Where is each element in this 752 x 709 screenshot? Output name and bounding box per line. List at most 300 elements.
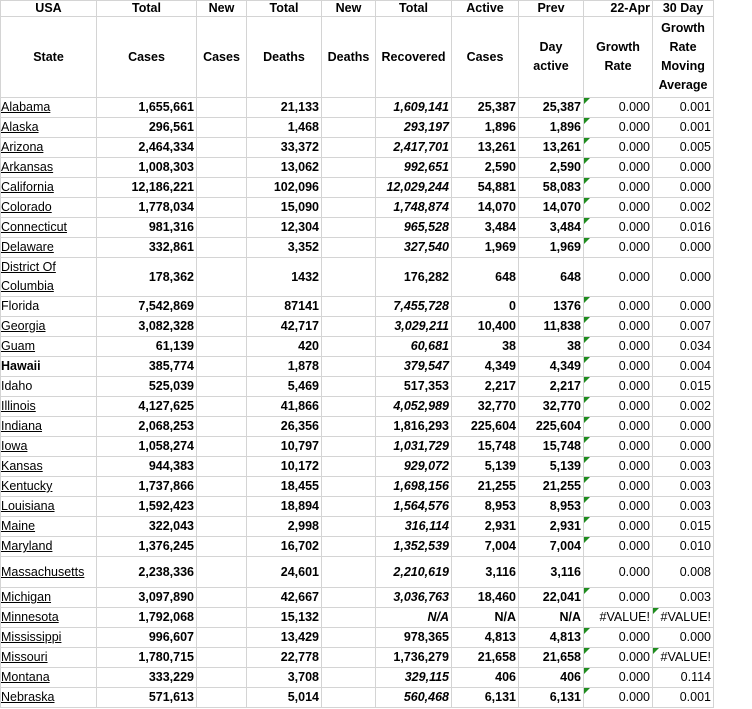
- active-cases-cell[interactable]: 10,400: [452, 317, 519, 337]
- growth-rate-cell[interactable]: 0.000: [584, 357, 653, 377]
- total-cases-cell[interactable]: 2,068,253: [97, 417, 197, 437]
- total-cases-cell[interactable]: 12,186,221: [97, 178, 197, 198]
- prev-day-active-cell[interactable]: 15,748: [519, 437, 584, 457]
- total-deaths-cell[interactable]: 420: [247, 337, 322, 357]
- recovered-cell[interactable]: 60,681: [376, 337, 452, 357]
- new-deaths-cell[interactable]: [322, 198, 376, 218]
- new-deaths-cell[interactable]: [322, 417, 376, 437]
- total-deaths-cell[interactable]: 22,778: [247, 648, 322, 668]
- new-cases-cell[interactable]: [197, 688, 247, 708]
- prev-day-active-cell[interactable]: 4,349: [519, 357, 584, 377]
- new-cases-cell[interactable]: [197, 238, 247, 258]
- moving-average-cell[interactable]: 0.000: [653, 628, 714, 648]
- new-deaths-cell[interactable]: [322, 238, 376, 258]
- new-deaths-cell[interactable]: [322, 628, 376, 648]
- total-cases-cell[interactable]: 1,592,423: [97, 497, 197, 517]
- recovered-cell[interactable]: 329,115: [376, 668, 452, 688]
- total-deaths-cell[interactable]: 1,878: [247, 357, 322, 377]
- recovered-cell[interactable]: 929,072: [376, 457, 452, 477]
- prev-day-active-cell[interactable]: 6,131: [519, 688, 584, 708]
- total-deaths-cell[interactable]: 18,894: [247, 497, 322, 517]
- growth-rate-cell[interactable]: 0.000: [584, 477, 653, 497]
- recovered-cell[interactable]: 3,029,211: [376, 317, 452, 337]
- growth-rate-cell[interactable]: 0.000: [584, 138, 653, 158]
- active-cases-cell[interactable]: 8,953: [452, 497, 519, 517]
- header-cell[interactable]: USA: [1, 1, 97, 17]
- total-cases-cell[interactable]: 3,097,890: [97, 588, 197, 608]
- total-deaths-cell[interactable]: 3,352: [247, 238, 322, 258]
- state-cell[interactable]: Arizona: [1, 138, 97, 158]
- new-deaths-cell[interactable]: [322, 377, 376, 397]
- total-deaths-cell[interactable]: 5,469: [247, 377, 322, 397]
- header-cell[interactable]: 30 Day: [653, 1, 714, 17]
- total-cases-cell[interactable]: 981,316: [97, 218, 197, 238]
- moving-average-cell[interactable]: 0.003: [653, 477, 714, 497]
- active-cases-cell[interactable]: 54,881: [452, 178, 519, 198]
- growth-rate-cell[interactable]: 0.000: [584, 457, 653, 477]
- moving-average-cell[interactable]: 0.001: [653, 98, 714, 118]
- recovered-cell[interactable]: 992,651: [376, 158, 452, 178]
- recovered-cell[interactable]: 379,547: [376, 357, 452, 377]
- new-deaths-cell[interactable]: [322, 608, 376, 628]
- state-cell[interactable]: Kansas: [1, 457, 97, 477]
- state-cell[interactable]: Massachusetts: [1, 557, 97, 588]
- total-deaths-cell[interactable]: 42,717: [247, 317, 322, 337]
- total-cases-cell[interactable]: 1,008,303: [97, 158, 197, 178]
- state-cell[interactable]: Idaho: [1, 377, 97, 397]
- total-cases-cell[interactable]: 3,082,328: [97, 317, 197, 337]
- total-cases-cell[interactable]: 1,655,661: [97, 98, 197, 118]
- state-cell[interactable]: Connecticut: [1, 218, 97, 238]
- active-cases-cell[interactable]: 18,460: [452, 588, 519, 608]
- total-deaths-cell[interactable]: 1432: [247, 258, 322, 297]
- growth-rate-cell[interactable]: 0.000: [584, 557, 653, 588]
- total-cases-cell[interactable]: 7,542,869: [97, 297, 197, 317]
- new-cases-cell[interactable]: [197, 297, 247, 317]
- recovered-cell[interactable]: 560,468: [376, 688, 452, 708]
- total-cases-cell[interactable]: 1,737,866: [97, 477, 197, 497]
- active-cases-cell[interactable]: 5,139: [452, 457, 519, 477]
- new-deaths-cell[interactable]: [322, 517, 376, 537]
- total-deaths-cell[interactable]: 10,172: [247, 457, 322, 477]
- new-cases-cell[interactable]: [197, 608, 247, 628]
- growth-rate-cell[interactable]: 0.000: [584, 158, 653, 178]
- total-cases-cell[interactable]: 996,607: [97, 628, 197, 648]
- new-deaths-cell[interactable]: [322, 668, 376, 688]
- total-cases-cell[interactable]: 2,238,336: [97, 557, 197, 588]
- header-cell[interactable]: 22-Apr: [584, 1, 653, 17]
- moving-average-cell[interactable]: 0.003: [653, 457, 714, 477]
- new-deaths-cell[interactable]: [322, 437, 376, 457]
- active-cases-cell[interactable]: 648: [452, 258, 519, 297]
- state-cell[interactable]: Indiana: [1, 417, 97, 437]
- active-cases-cell[interactable]: 7,004: [452, 537, 519, 557]
- prev-day-active-cell[interactable]: 648: [519, 258, 584, 297]
- moving-average-cell[interactable]: 0.000: [653, 238, 714, 258]
- new-cases-cell[interactable]: [197, 138, 247, 158]
- growth-rate-cell[interactable]: 0.000: [584, 537, 653, 557]
- new-cases-cell[interactable]: [197, 118, 247, 138]
- recovered-cell[interactable]: 1,748,874: [376, 198, 452, 218]
- moving-average-cell[interactable]: 0.001: [653, 118, 714, 138]
- recovered-cell[interactable]: 2,210,619: [376, 557, 452, 588]
- header-cell[interactable]: Cases: [197, 17, 247, 98]
- active-cases-cell[interactable]: 3,116: [452, 557, 519, 588]
- recovered-cell[interactable]: 1,352,539: [376, 537, 452, 557]
- header-cell[interactable]: Deaths: [322, 17, 376, 98]
- moving-average-cell[interactable]: 0.010: [653, 537, 714, 557]
- moving-average-cell[interactable]: 0.002: [653, 397, 714, 417]
- moving-average-cell[interactable]: 0.015: [653, 517, 714, 537]
- active-cases-cell[interactable]: 225,604: [452, 417, 519, 437]
- growth-rate-cell[interactable]: 0.000: [584, 218, 653, 238]
- total-cases-cell[interactable]: 1,376,245: [97, 537, 197, 557]
- total-cases-cell[interactable]: 525,039: [97, 377, 197, 397]
- header-cell[interactable]: Cases: [97, 17, 197, 98]
- new-cases-cell[interactable]: [197, 218, 247, 238]
- growth-rate-cell[interactable]: 0.000: [584, 198, 653, 218]
- new-cases-cell[interactable]: [197, 317, 247, 337]
- total-deaths-cell[interactable]: 13,062: [247, 158, 322, 178]
- recovered-cell[interactable]: 978,365: [376, 628, 452, 648]
- growth-rate-cell[interactable]: 0.000: [584, 588, 653, 608]
- recovered-cell[interactable]: 3,036,763: [376, 588, 452, 608]
- total-cases-cell[interactable]: 296,561: [97, 118, 197, 138]
- recovered-cell[interactable]: 1,816,293: [376, 417, 452, 437]
- total-cases-cell[interactable]: 2,464,334: [97, 138, 197, 158]
- growth-rate-cell[interactable]: 0.000: [584, 297, 653, 317]
- state-cell[interactable]: Louisiana: [1, 497, 97, 517]
- state-cell[interactable]: Florida: [1, 297, 97, 317]
- new-cases-cell[interactable]: [197, 457, 247, 477]
- state-cell[interactable]: Colorado: [1, 198, 97, 218]
- recovered-cell[interactable]: 7,455,728: [376, 297, 452, 317]
- total-cases-cell[interactable]: 1,792,068: [97, 608, 197, 628]
- growth-rate-cell[interactable]: 0.000: [584, 417, 653, 437]
- new-cases-cell[interactable]: [197, 557, 247, 588]
- new-deaths-cell[interactable]: [322, 178, 376, 198]
- state-cell[interactable]: Mississippi: [1, 628, 97, 648]
- active-cases-cell[interactable]: 1,896: [452, 118, 519, 138]
- growth-rate-cell[interactable]: 0.000: [584, 258, 653, 297]
- total-cases-cell[interactable]: 61,139: [97, 337, 197, 357]
- new-cases-cell[interactable]: [197, 497, 247, 517]
- prev-day-active-cell[interactable]: 1,896: [519, 118, 584, 138]
- total-deaths-cell[interactable]: 42,667: [247, 588, 322, 608]
- new-deaths-cell[interactable]: [322, 297, 376, 317]
- new-deaths-cell[interactable]: [322, 317, 376, 337]
- active-cases-cell[interactable]: 2,590: [452, 158, 519, 178]
- moving-average-cell[interactable]: 0.007: [653, 317, 714, 337]
- moving-average-cell[interactable]: 0.005: [653, 138, 714, 158]
- prev-day-active-cell[interactable]: 14,070: [519, 198, 584, 218]
- growth-rate-cell[interactable]: 0.000: [584, 337, 653, 357]
- state-cell[interactable]: Hawaii: [1, 357, 97, 377]
- new-deaths-cell[interactable]: [322, 477, 376, 497]
- new-cases-cell[interactable]: [197, 417, 247, 437]
- recovered-cell[interactable]: 1,698,156: [376, 477, 452, 497]
- new-deaths-cell[interactable]: [322, 557, 376, 588]
- recovered-cell[interactable]: 1,031,729: [376, 437, 452, 457]
- new-cases-cell[interactable]: [197, 437, 247, 457]
- state-cell[interactable]: Delaware: [1, 238, 97, 258]
- recovered-cell[interactable]: 965,528: [376, 218, 452, 238]
- new-deaths-cell[interactable]: [322, 337, 376, 357]
- total-deaths-cell[interactable]: 87141: [247, 297, 322, 317]
- header-cell[interactable]: Active: [452, 1, 519, 17]
- prev-day-active-cell[interactable]: 2,590: [519, 158, 584, 178]
- active-cases-cell[interactable]: 4,813: [452, 628, 519, 648]
- header-cell[interactable]: New: [197, 1, 247, 17]
- new-deaths-cell[interactable]: [322, 457, 376, 477]
- total-deaths-cell[interactable]: 10,797: [247, 437, 322, 457]
- total-deaths-cell[interactable]: 33,372: [247, 138, 322, 158]
- active-cases-cell[interactable]: 38: [452, 337, 519, 357]
- total-deaths-cell[interactable]: 41,866: [247, 397, 322, 417]
- total-cases-cell[interactable]: 333,229: [97, 668, 197, 688]
- active-cases-cell[interactable]: 15,748: [452, 437, 519, 457]
- moving-average-cell[interactable]: 0.034: [653, 337, 714, 357]
- prev-day-active-cell[interactable]: 3,484: [519, 218, 584, 238]
- state-cell[interactable]: Arkansas: [1, 158, 97, 178]
- prev-day-active-cell[interactable]: 58,083: [519, 178, 584, 198]
- prev-day-active-cell[interactable]: 4,813: [519, 628, 584, 648]
- new-cases-cell[interactable]: [197, 628, 247, 648]
- growth-rate-cell[interactable]: 0.000: [584, 377, 653, 397]
- prev-day-active-cell[interactable]: 7,004: [519, 537, 584, 557]
- moving-average-cell[interactable]: 0.003: [653, 588, 714, 608]
- prev-day-active-cell[interactable]: 38: [519, 337, 584, 357]
- prev-day-active-cell[interactable]: 1376: [519, 297, 584, 317]
- recovered-cell[interactable]: 327,540: [376, 238, 452, 258]
- prev-day-active-cell[interactable]: 8,953: [519, 497, 584, 517]
- total-deaths-cell[interactable]: 1,468: [247, 118, 322, 138]
- new-deaths-cell[interactable]: [322, 258, 376, 297]
- state-cell[interactable]: Iowa: [1, 437, 97, 457]
- prev-day-active-cell[interactable]: 21,658: [519, 648, 584, 668]
- moving-average-cell[interactable]: 0.000: [653, 417, 714, 437]
- recovered-cell[interactable]: 1,564,576: [376, 497, 452, 517]
- total-deaths-cell[interactable]: 2,998: [247, 517, 322, 537]
- moving-average-cell[interactable]: 0.016: [653, 218, 714, 238]
- prev-day-active-cell[interactable]: 21,255: [519, 477, 584, 497]
- new-cases-cell[interactable]: [197, 537, 247, 557]
- state-cell[interactable]: Minnesota: [1, 608, 97, 628]
- prev-day-active-cell[interactable]: 1,969: [519, 238, 584, 258]
- recovered-cell[interactable]: N/A: [376, 608, 452, 628]
- total-cases-cell[interactable]: 332,861: [97, 238, 197, 258]
- new-cases-cell[interactable]: [197, 357, 247, 377]
- total-cases-cell[interactable]: 944,383: [97, 457, 197, 477]
- new-deaths-cell[interactable]: [322, 537, 376, 557]
- state-cell[interactable]: Montana: [1, 668, 97, 688]
- moving-average-cell[interactable]: 0.000: [653, 178, 714, 198]
- recovered-cell[interactable]: 12,029,244: [376, 178, 452, 198]
- recovered-cell[interactable]: 1,736,279: [376, 648, 452, 668]
- growth-rate-cell[interactable]: 0.000: [584, 397, 653, 417]
- total-cases-cell[interactable]: 4,127,625: [97, 397, 197, 417]
- total-deaths-cell[interactable]: 26,356: [247, 417, 322, 437]
- recovered-cell[interactable]: 1,609,141: [376, 98, 452, 118]
- new-cases-cell[interactable]: [197, 648, 247, 668]
- growth-rate-cell[interactable]: 0.000: [584, 178, 653, 198]
- new-deaths-cell[interactable]: [322, 588, 376, 608]
- state-cell[interactable]: California: [1, 178, 97, 198]
- total-deaths-cell[interactable]: 18,455: [247, 477, 322, 497]
- state-cell[interactable]: District Of Columbia: [1, 258, 97, 297]
- header-cell[interactable]: Total: [247, 1, 322, 17]
- recovered-cell[interactable]: 176,282: [376, 258, 452, 297]
- prev-day-active-cell[interactable]: 32,770: [519, 397, 584, 417]
- growth-rate-cell[interactable]: #VALUE!: [584, 608, 653, 628]
- header-cell[interactable]: Growth Rate Moving Average: [653, 17, 714, 98]
- moving-average-cell[interactable]: 0.000: [653, 258, 714, 297]
- header-cell[interactable]: Prev: [519, 1, 584, 17]
- active-cases-cell[interactable]: 2,217: [452, 377, 519, 397]
- new-cases-cell[interactable]: [197, 397, 247, 417]
- growth-rate-cell[interactable]: 0.000: [584, 437, 653, 457]
- total-cases-cell[interactable]: 571,613: [97, 688, 197, 708]
- header-cell[interactable]: State: [1, 17, 97, 98]
- new-deaths-cell[interactable]: [322, 158, 376, 178]
- state-cell[interactable]: Alaska: [1, 118, 97, 138]
- new-cases-cell[interactable]: [197, 668, 247, 688]
- prev-day-active-cell[interactable]: 3,116: [519, 557, 584, 588]
- total-deaths-cell[interactable]: 16,702: [247, 537, 322, 557]
- total-cases-cell[interactable]: 1,778,034: [97, 198, 197, 218]
- prev-day-active-cell[interactable]: 406: [519, 668, 584, 688]
- prev-day-active-cell[interactable]: 13,261: [519, 138, 584, 158]
- total-deaths-cell[interactable]: 102,096: [247, 178, 322, 198]
- growth-rate-cell[interactable]: 0.000: [584, 238, 653, 258]
- moving-average-cell[interactable]: 0.001: [653, 688, 714, 708]
- prev-day-active-cell[interactable]: N/A: [519, 608, 584, 628]
- header-cell[interactable]: Day active: [519, 17, 584, 98]
- prev-day-active-cell[interactable]: 5,139: [519, 457, 584, 477]
- new-cases-cell[interactable]: [197, 178, 247, 198]
- total-cases-cell[interactable]: 178,362: [97, 258, 197, 297]
- state-cell[interactable]: Maine: [1, 517, 97, 537]
- prev-day-active-cell[interactable]: 225,604: [519, 417, 584, 437]
- state-cell[interactable]: Kentucky: [1, 477, 97, 497]
- total-deaths-cell[interactable]: 12,304: [247, 218, 322, 238]
- moving-average-cell[interactable]: 0.000: [653, 297, 714, 317]
- prev-day-active-cell[interactable]: 2,931: [519, 517, 584, 537]
- state-cell[interactable]: Guam: [1, 337, 97, 357]
- state-cell[interactable]: Alabama: [1, 98, 97, 118]
- new-cases-cell[interactable]: [197, 337, 247, 357]
- state-cell[interactable]: Illinois: [1, 397, 97, 417]
- prev-day-active-cell[interactable]: 25,387: [519, 98, 584, 118]
- moving-average-cell[interactable]: 0.015: [653, 377, 714, 397]
- new-deaths-cell[interactable]: [322, 497, 376, 517]
- growth-rate-cell[interactable]: 0.000: [584, 497, 653, 517]
- recovered-cell[interactable]: 517,353: [376, 377, 452, 397]
- prev-day-active-cell[interactable]: 22,041: [519, 588, 584, 608]
- active-cases-cell[interactable]: 14,070: [452, 198, 519, 218]
- active-cases-cell[interactable]: N/A: [452, 608, 519, 628]
- recovered-cell[interactable]: 4,052,989: [376, 397, 452, 417]
- growth-rate-cell[interactable]: 0.000: [584, 98, 653, 118]
- growth-rate-cell[interactable]: 0.000: [584, 648, 653, 668]
- header-cell[interactable]: Total: [97, 1, 197, 17]
- moving-average-cell[interactable]: 0.000: [653, 437, 714, 457]
- active-cases-cell[interactable]: 3,484: [452, 218, 519, 238]
- active-cases-cell[interactable]: 6,131: [452, 688, 519, 708]
- recovered-cell[interactable]: 293,197: [376, 118, 452, 138]
- new-deaths-cell[interactable]: [322, 98, 376, 118]
- active-cases-cell[interactable]: 4,349: [452, 357, 519, 377]
- active-cases-cell[interactable]: 21,255: [452, 477, 519, 497]
- active-cases-cell[interactable]: 13,261: [452, 138, 519, 158]
- new-cases-cell[interactable]: [197, 588, 247, 608]
- total-deaths-cell[interactable]: 13,429: [247, 628, 322, 648]
- growth-rate-cell[interactable]: 0.000: [584, 628, 653, 648]
- new-cases-cell[interactable]: [197, 377, 247, 397]
- state-cell[interactable]: Michigan: [1, 588, 97, 608]
- growth-rate-cell[interactable]: 0.000: [584, 668, 653, 688]
- header-cell[interactable]: Deaths: [247, 17, 322, 98]
- recovered-cell[interactable]: 2,417,701: [376, 138, 452, 158]
- active-cases-cell[interactable]: 406: [452, 668, 519, 688]
- total-cases-cell[interactable]: 322,043: [97, 517, 197, 537]
- prev-day-active-cell[interactable]: 11,838: [519, 317, 584, 337]
- recovered-cell[interactable]: 316,114: [376, 517, 452, 537]
- state-cell[interactable]: Missouri: [1, 648, 97, 668]
- moving-average-cell[interactable]: 0.002: [653, 198, 714, 218]
- prev-day-active-cell[interactable]: 2,217: [519, 377, 584, 397]
- total-deaths-cell[interactable]: 21,133: [247, 98, 322, 118]
- header-cell[interactable]: Recovered: [376, 17, 452, 98]
- new-deaths-cell[interactable]: [322, 138, 376, 158]
- active-cases-cell[interactable]: 2,931: [452, 517, 519, 537]
- total-deaths-cell[interactable]: 3,708: [247, 668, 322, 688]
- total-deaths-cell[interactable]: 15,132: [247, 608, 322, 628]
- new-deaths-cell[interactable]: [322, 397, 376, 417]
- header-cell[interactable]: Cases: [452, 17, 519, 98]
- state-cell[interactable]: Maryland: [1, 537, 97, 557]
- total-cases-cell[interactable]: 1,780,715: [97, 648, 197, 668]
- moving-average-cell[interactable]: #VALUE!: [653, 648, 714, 668]
- state-cell[interactable]: Georgia: [1, 317, 97, 337]
- state-cell[interactable]: Nebraska: [1, 688, 97, 708]
- new-cases-cell[interactable]: [197, 258, 247, 297]
- total-deaths-cell[interactable]: 24,601: [247, 557, 322, 588]
- new-deaths-cell[interactable]: [322, 357, 376, 377]
- active-cases-cell[interactable]: 21,658: [452, 648, 519, 668]
- moving-average-cell[interactable]: 0.008: [653, 557, 714, 588]
- new-deaths-cell[interactable]: [322, 218, 376, 238]
- active-cases-cell[interactable]: 25,387: [452, 98, 519, 118]
- header-cell[interactable]: Growth Rate: [584, 17, 653, 98]
- header-cell[interactable]: New: [322, 1, 376, 17]
- new-cases-cell[interactable]: [197, 158, 247, 178]
- new-cases-cell[interactable]: [197, 517, 247, 537]
- growth-rate-cell[interactable]: 0.000: [584, 118, 653, 138]
- growth-rate-cell[interactable]: 0.000: [584, 317, 653, 337]
- new-deaths-cell[interactable]: [322, 118, 376, 138]
- new-deaths-cell[interactable]: [322, 688, 376, 708]
- moving-average-cell[interactable]: #VALUE!: [653, 608, 714, 628]
- growth-rate-cell[interactable]: 0.000: [584, 688, 653, 708]
- active-cases-cell[interactable]: 1,969: [452, 238, 519, 258]
- active-cases-cell[interactable]: 0: [452, 297, 519, 317]
- growth-rate-cell[interactable]: 0.000: [584, 517, 653, 537]
- moving-average-cell[interactable]: 0.004: [653, 357, 714, 377]
- new-cases-cell[interactable]: [197, 198, 247, 218]
- total-deaths-cell[interactable]: 5,014: [247, 688, 322, 708]
- new-deaths-cell[interactable]: [322, 648, 376, 668]
